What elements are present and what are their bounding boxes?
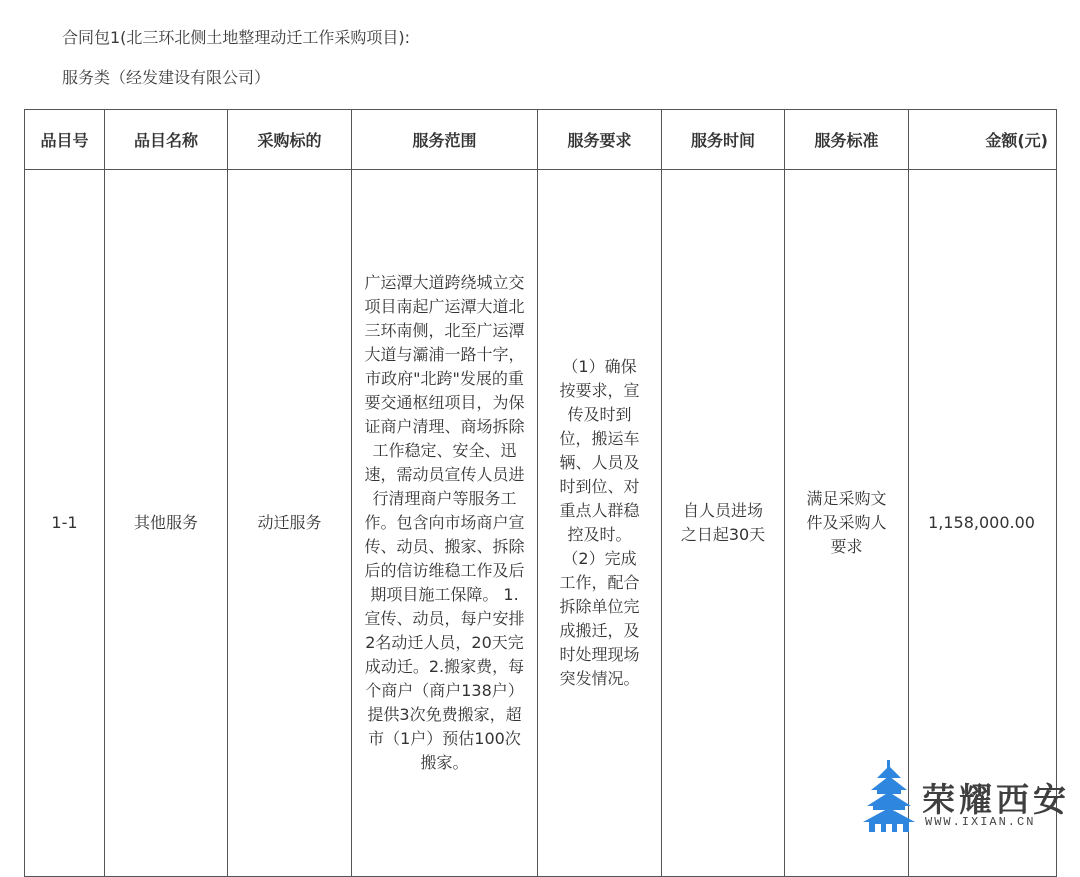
header-scope: 服务范围	[352, 110, 538, 170]
cell-scope: 广运潭大道跨绕城立交项目南起广运潭大道北三环南侧，北至广运潭大道与灞浦一路十字，市政府"北跨"发展的重要交通枢纽项目，为保证商户清理、商场拆除工作稳定、安全、迅速，需动员宣传人员进行清理商户等服务工作。包含向市场商户宣传、动员、搬家、拆除后的信访维稳工作及后期项目施工保障。 1.宣传、动员，每户安排2名动迁人员，20天完成动迁。2.搬家费，每个商户（商户138户）提供3次免费搬家，超市（1户）预估100次搬家。	[352, 170, 538, 877]
cell-service-standard: 满足采购文件及采购人要求	[785, 170, 909, 877]
header-item-no: 品目号	[25, 110, 105, 170]
cell-item-no: 1-1	[25, 170, 105, 877]
header-service-time: 服务时间	[662, 110, 785, 170]
watermark-url: WWW.IXIAN.CN	[925, 815, 1036, 829]
cell-amount: 1,158,000.00	[909, 170, 1057, 877]
table-header-row	[25, 110, 1057, 170]
cell-requirements: （1）确保按要求，宣传及时到位，搬运车辆、人员及时到位、对重点人群稳控及时。（2）完成工作，配合拆除单位完成搬迁，及时处理现场突发情况。	[538, 170, 662, 877]
header-subject: 采购标的	[228, 110, 352, 170]
site-watermark	[860, 760, 1070, 840]
header-requirements: 服务要求	[538, 110, 662, 170]
header-item-name: 品目名称	[105, 110, 228, 170]
tower-icon	[863, 760, 915, 832]
cell-item-name: 其他服务	[105, 170, 228, 877]
header-service-standard: 服务标准	[785, 110, 909, 170]
header-amount: 金额(元)	[909, 110, 1057, 170]
contract-package-title: 合同包1(北三环北侧土地整理动迁工作采购项目):	[62, 28, 411, 47]
cell-subject: 动迁服务	[228, 170, 352, 877]
cell-service-time: 自人员进场之日起30天	[662, 170, 785, 877]
watermark-name: 荣耀西安	[922, 780, 1070, 819]
service-category-label: 服务类（经发建设有限公司）	[62, 68, 271, 87]
